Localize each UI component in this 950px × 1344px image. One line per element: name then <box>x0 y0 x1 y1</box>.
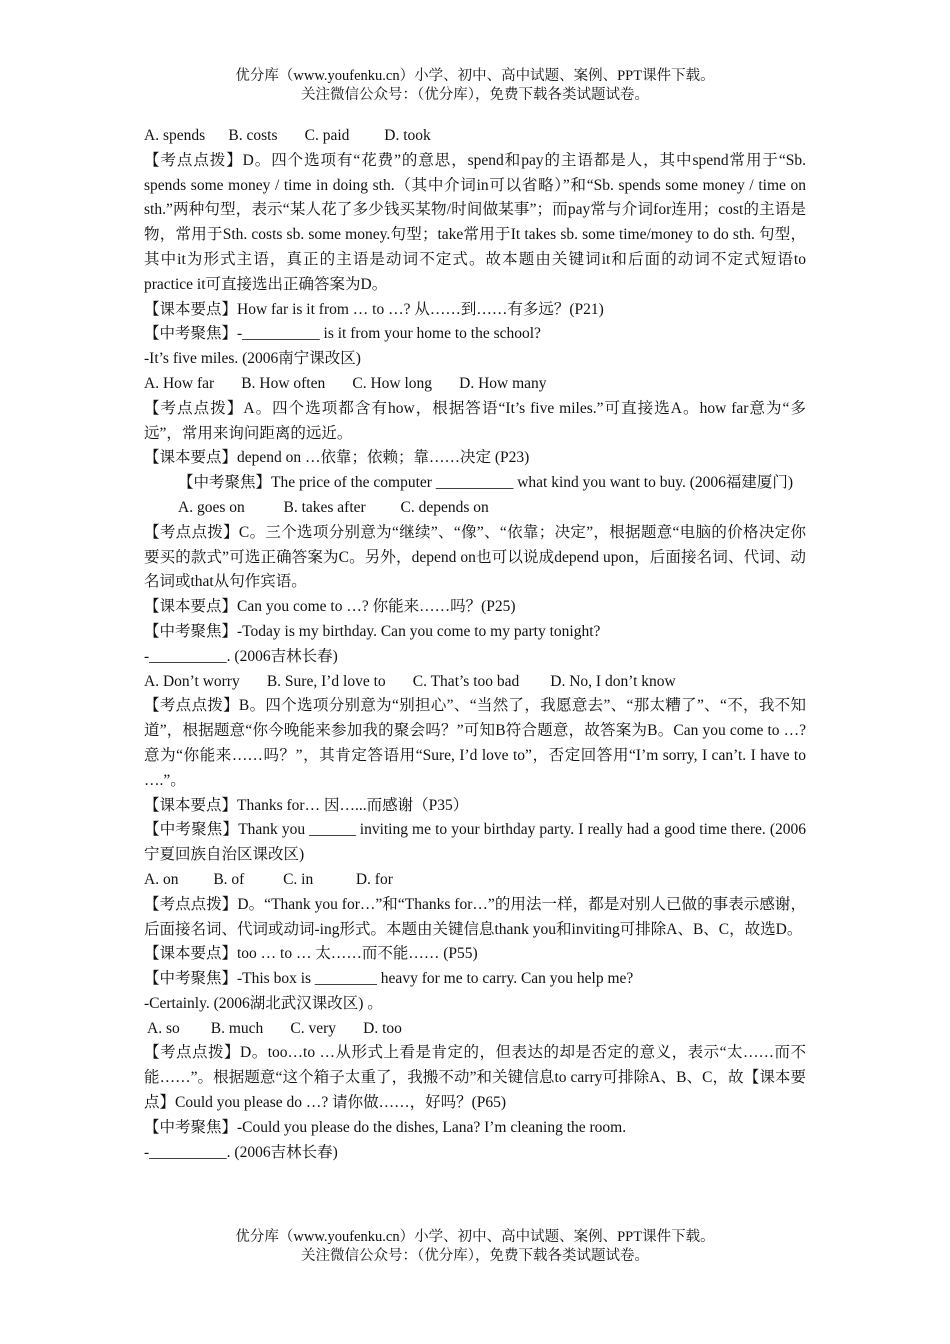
answer-options: A. goes on B. takes after C. depends on <box>178 498 489 516</box>
document-body <box>144 124 806 1165</box>
analysis-paragraph: 【考点点拨】D。“Thank you for…”和“Thanks for…”的用法一样，都是对别人已做的事表示感谢，后面接名词、代词或动词-ing形式。本题由关键信息thank you和inviting可排除A、B、C，故选D。 <box>144 895 806 938</box>
answer-options: A. so B. much C. very D. too <box>144 1019 402 1037</box>
exam-question: 【中考聚焦】Thank you ______ inviting me to your birthday party. I really had a good time there. (2006宁夏回族自治区课改区) <box>144 821 806 864</box>
answer-options: A. spends B. costs C. paid D. took <box>144 127 431 144</box>
exam-question: 【中考聚焦】-Today is my birthday. Can you come to my party tonight? <box>144 622 601 640</box>
textbook-point: 【课本要点】Thanks for… 因…...而感谢（P35） <box>144 796 469 814</box>
textbook-point: 【课本要点】depend on …依靠；依赖；靠……决定 (P23) <box>144 449 530 467</box>
exam-question: 【中考聚焦】-This box is ________ heavy for me to carry. Can you help me? <box>144 970 634 988</box>
dialogue-line: -__________. (2006吉林长春) <box>144 647 338 665</box>
analysis-paragraph: 【考点点拨】C。三个选项分别意为“继续”、“像”、“依靠；决定”，根据题意“电脑的价格决定你要买的款式”可选正确答案为C。另外，depend on也可以说成depend upon，后面接名词、代词、动名词或that从句作宾语。 <box>144 523 806 591</box>
answer-options: A. How far B. How often C. How long D. How many <box>144 374 547 392</box>
header-line-2: 关注微信公众号：（优分库），免费下载各类试题试卷。 <box>301 87 649 103</box>
exam-question: 【中考聚焦】The price of the computer __________ what kind you want to buy. (2006福建厦门) <box>178 474 794 492</box>
textbook-point: 【课本要点】How far is it from … to …? 从……到……有多远？(P21) <box>144 300 604 318</box>
analysis-paragraph: 【考点点拨】D。四个选项有“花费”的意思，spend和pay的主语都是人，其中spend常用于“Sb. spends some money / time in doing sth.（其中介词in可以省略）”和“Sb. spends some money / time on sth.”两种句型，表示“某人花了多少钱买某物/时间做某事”；而pay常与介词for连用；cost的主语是物，常用于Sth. costs sb. some money.句型；take常用于It takes sb. some time/money to do sth. 句型，其中it为形式主语，真正的主语是动词不定式。故本题由关键词it和后面的动词不定式短语to practice it可直接选出正确答案为D。 <box>144 151 806 293</box>
exam-question: 【中考聚焦】-__________ is it from your home to the school? <box>144 325 541 343</box>
footer-line-1: 优分库（www.youfenku.cn）小学、初中、高中试题、案例、PPT课件下载。 <box>235 1229 715 1245</box>
textbook-point: 【课本要点】too … to … 太……而不能…… (P55) <box>144 945 478 963</box>
exam-question: 【中考聚焦】-Could you please do the dishes, Lana? I’m cleaning the room. <box>144 1118 627 1136</box>
analysis-paragraph: 【考点点拨】A。四个选项都含有how，根据答语“It’s five miles.”可直接选A。how far意为“多远”，常用来询问距离的远近。 <box>144 399 806 442</box>
page-footer <box>0 1228 950 1266</box>
textbook-point: 【课本要点】Can you come to …? 你能来……吗？(P25) <box>144 598 516 616</box>
dialogue-line: -Certainly. (2006湖北武汉课改区) 。 <box>144 994 383 1012</box>
dialogue-line: -It’s five miles. (2006南宁课改区) <box>144 350 361 368</box>
dialogue-line: -__________. (2006吉林长春) <box>144 1143 338 1161</box>
answer-options: A. Don’t worry B. Sure, I’d love to C. That’s too bad D. No, I don’t know <box>144 672 676 690</box>
analysis-paragraph: 【考点点拨】D。too…to …从形式上看是肯定的，但表达的却是否定的意义，表示“太……而不能……”。根据题意“这个箱子太重了，我搬不动”和关键信息to carry可排除A、B、C，故【课本要点】Could you please do …? 请你做……，好吗？(P65) <box>144 1044 806 1112</box>
header-line-1: 优分库（www.youfenku.cn）小学、初中、高中试题、案例、PPT课件下载。 <box>235 68 715 84</box>
page-header <box>0 67 950 105</box>
answer-options: A. on B. of C. in D. for <box>144 870 393 888</box>
footer-line-2: 关注微信公众号：（优分库），免费下载各类试题试卷。 <box>301 1248 649 1264</box>
analysis-paragraph: 【考点点拨】B。四个选项分别意为“别担心”、“当然了，我愿意去”、“那太糟了”、“不，我不知道”，根据题意“你今晚能来参加我的聚会吗？”可知B符合题意，故答案为B。Can you come to …?意为“你能来……吗？”，其肯定答语用“Sure, I’d love to”，否定回答用“I’m sorry, I can’t. I have to ….”。 <box>144 697 806 789</box>
